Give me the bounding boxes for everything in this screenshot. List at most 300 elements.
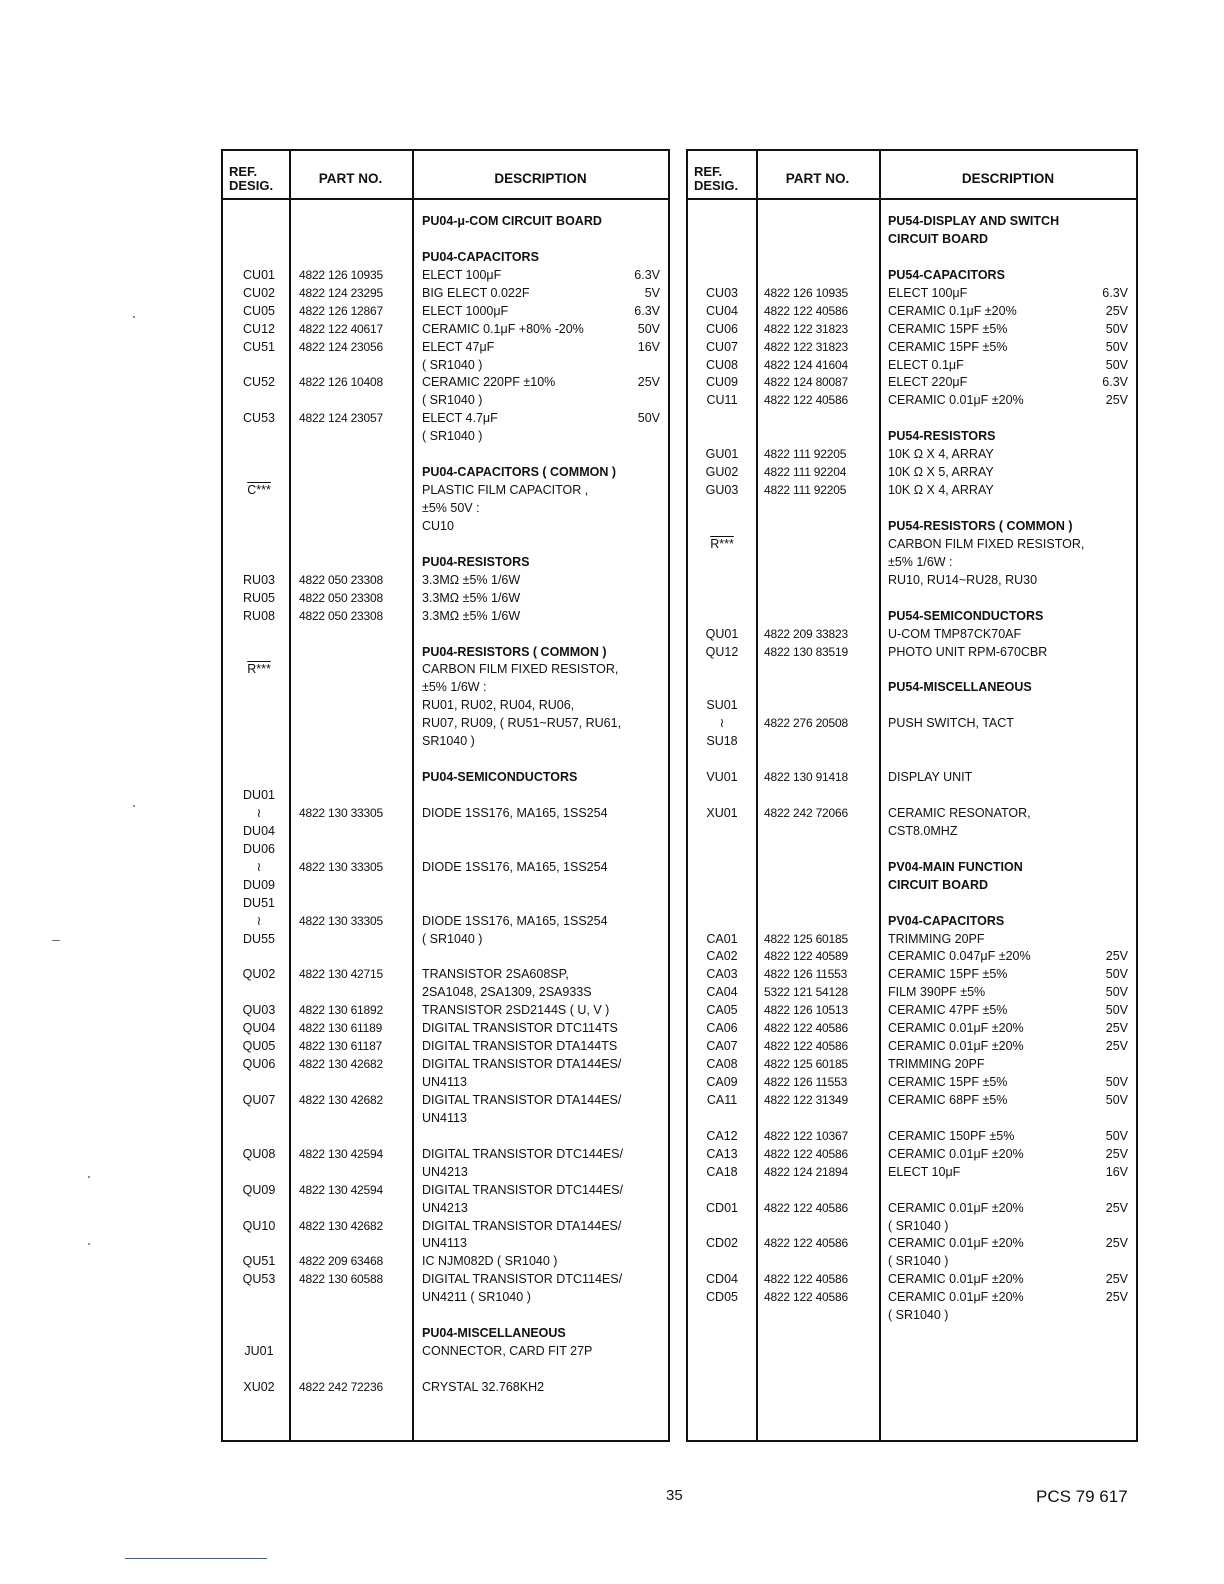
ref-desig-cell: QU10 [242, 1218, 276, 1233]
description-cell: CARBON FILM FIXED RESISTOR, [888, 536, 1085, 551]
table-row [223, 660, 668, 678]
scan-speck [133, 316, 135, 318]
table-row [688, 356, 1136, 374]
part-number-cell: 4822 122 40589 [764, 949, 848, 964]
table-row [688, 589, 1136, 607]
description-cell: ELECT 220μF [888, 375, 968, 390]
table-row [688, 660, 1136, 678]
description-cell: ( SR1040 ) [422, 393, 483, 408]
voltage-cell: 6.3V [634, 267, 660, 282]
description-cell: ( SR1040 ) [888, 1218, 949, 1233]
table-row [688, 625, 1136, 643]
part-number-cell: 4822 111 92204 [764, 465, 847, 480]
part-number-cell: 4822 124 41604 [764, 357, 848, 372]
table-row [688, 1019, 1136, 1037]
description-cell: PV04-CAPACITORS [888, 913, 1005, 928]
part-number-cell: 4822 122 40586 [764, 1272, 848, 1287]
voltage-cell: 25V [1105, 1236, 1128, 1251]
ref-desig-cell: CU04 [706, 303, 738, 318]
table-row [223, 571, 668, 589]
ref-desig-cell: CU05 [243, 303, 275, 318]
header-description: DESCRIPTION [494, 171, 587, 186]
description-cell: CERAMIC 150PF ±5% [888, 1128, 1015, 1143]
table-row [223, 894, 668, 912]
table-row [688, 1091, 1136, 1109]
part-number-cell: 4822 124 23056 [299, 339, 383, 354]
part-number-cell: 4822 126 10935 [764, 285, 848, 300]
ref-desig-cell: RU03 [243, 572, 275, 587]
ref-desig-cell: SU18 [706, 734, 738, 749]
table-row [688, 1055, 1136, 1073]
table-row [688, 535, 1136, 553]
description-cell: PU04-CAPACITORS [422, 249, 539, 264]
description-cell: ( SR1040 ) [422, 931, 483, 946]
part-number-cell: 4822 130 33305 [299, 805, 383, 820]
ref-desig-cell: CA03 [706, 967, 738, 982]
description-cell: CERAMIC 0.01μF ±20% [888, 1290, 1024, 1305]
table-row [223, 1019, 668, 1037]
ref-desig-cell: CA13 [706, 1146, 738, 1161]
ref-desig-cell: CU12 [243, 321, 275, 336]
description-cell: DIGITAL TRANSISTOR DTC114TS [422, 1021, 618, 1036]
description-cell: CONNECTOR, CARD FIT 27P [422, 1344, 593, 1359]
part-number-cell: 4822 130 83519 [764, 644, 848, 659]
table-row [688, 571, 1136, 589]
description-cell: CERAMIC 15PF ±5% [888, 1075, 1008, 1089]
ref-desig-cell: QU03 [242, 1003, 276, 1018]
table-row [223, 481, 668, 499]
ref-desig-cell: CU11 [706, 393, 738, 408]
description-cell: UN4211 ( SR1040 ) [422, 1290, 531, 1305]
ref-desig-cell: XU02 [243, 1379, 275, 1394]
table-row [223, 1109, 668, 1127]
ref-desig-cell: CU51 [243, 339, 275, 354]
table-row [688, 1217, 1136, 1235]
parts-table-left [221, 149, 670, 1442]
table-row [688, 1001, 1136, 1019]
ref-desig-cell: ≀ [256, 859, 262, 874]
part-number-cell: 4822 111 92205 [764, 447, 847, 462]
table-row [688, 553, 1136, 571]
voltage-cell: 25V [1105, 1200, 1128, 1215]
voltage-cell: 25V [1105, 1039, 1128, 1054]
table-row [223, 714, 668, 732]
table-row [688, 643, 1136, 661]
description-cell: DIODE 1SS176, MA165, 1SS254 [422, 805, 608, 820]
ref-desig-cell: DU51 [243, 895, 275, 910]
description-cell: CERAMIC 15PF ±5% [888, 967, 1008, 982]
table-row [223, 1288, 668, 1306]
part-number-cell: 4822 122 40586 [764, 1146, 848, 1161]
table-row [223, 678, 668, 696]
description-cell: PU04-SEMICONDUCTORS [422, 770, 578, 785]
table-row [223, 858, 668, 876]
description-cell: IC NJM082D ( SR1040 ) [422, 1254, 558, 1269]
table-row [688, 678, 1136, 696]
description-cell: PHOTO UNIT RPM-670CBR [888, 644, 1048, 659]
table-row [223, 1270, 668, 1288]
ref-desig-cell: SU01 [706, 698, 738, 713]
description-cell: ELECT 100μF [888, 285, 968, 300]
ref-desig-cell: C*** [247, 483, 271, 498]
description-cell: RU01, RU02, RU04, RU06, [422, 698, 575, 713]
ref-desig-cell: GU02 [705, 465, 739, 480]
part-number-cell: 4822 130 42594 [299, 1146, 383, 1161]
table-row [223, 373, 668, 391]
description-cell: CARBON FILM FIXED RESISTOR, [422, 662, 619, 677]
table-row [223, 248, 668, 266]
part-number-cell: 4822 130 42682 [299, 1092, 383, 1107]
description-cell: CERAMIC 47PF ±5% [888, 1003, 1008, 1018]
description-cell: CERAMIC 0.01μF ±20% [888, 1021, 1024, 1036]
description-cell: CST8.0MHZ [888, 823, 958, 838]
table-row [223, 822, 668, 840]
description-cell: BIG ELECT 0.022F [422, 285, 530, 300]
table-row [223, 1306, 668, 1324]
table-row [223, 983, 668, 1001]
description-cell: DIODE 1SS176, MA165, 1SS254 [422, 859, 608, 874]
ref-desig-cell: CA18 [706, 1164, 738, 1179]
ref-desig-cell: CD05 [706, 1290, 738, 1305]
table-row [688, 768, 1136, 786]
description-cell: CERAMIC 220PF ±10% [422, 375, 556, 390]
ref-desig-cell: CU07 [706, 339, 738, 354]
header-description: DESCRIPTION [961, 171, 1055, 186]
table-row [223, 463, 668, 481]
table-row [688, 912, 1136, 930]
description-cell: CERAMIC 15PF ±5% [888, 321, 1008, 336]
voltage-cell: 25V [1105, 1021, 1128, 1036]
part-number-cell: 4822 122 40586 [764, 1021, 848, 1036]
header-ref-desig: REF. DESIG. [694, 164, 739, 193]
table-row [688, 373, 1136, 391]
scan-speck [52, 940, 60, 941]
part-number-cell: 4822 122 40586 [764, 1290, 848, 1305]
description-cell: UN4213 [422, 1164, 468, 1179]
description-cell: DISPLAY UNIT [888, 770, 973, 785]
table-row [223, 1324, 668, 1342]
description-cell: ELECT 4.7μF [422, 411, 498, 426]
description-cell: ELECT 0.1μF [888, 357, 964, 372]
description-cell: TRANSISTOR 2SD2144S ( U, V ) [422, 1003, 610, 1018]
ref-desig-cell: CA09 [706, 1075, 738, 1089]
ref-desig-cell: QU12 [705, 644, 739, 659]
part-number-cell: 4822 130 60588 [299, 1272, 383, 1287]
ref-desig-cell: CA04 [706, 985, 738, 1000]
part-number-cell: 4822 050 23308 [299, 572, 383, 587]
ref-desig-cell: QU04 [242, 1021, 276, 1036]
voltage-cell: 50V [637, 411, 660, 426]
description-cell: CERAMIC 0.01μF ±20% [888, 1272, 1024, 1287]
table-row [688, 445, 1136, 463]
ref-desig-cell: QU02 [242, 967, 276, 982]
part-number-cell: 4822 124 80087 [764, 375, 848, 390]
voltage-cell: 25V [637, 375, 660, 390]
part-number-cell: 4822 122 40586 [764, 393, 848, 408]
voltage-cell: 50V [637, 321, 660, 336]
description-cell: CRYSTAL 32.768KH2 [422, 1379, 545, 1394]
part-number-cell: 5322 121 54128 [764, 985, 848, 1000]
header-part-no: PART NO. [785, 171, 850, 186]
voltage-cell: 50V [1105, 967, 1128, 982]
part-number-cell: 4822 130 61187 [299, 1039, 383, 1054]
table-row [688, 499, 1136, 517]
description-cell: DIGITAL TRANSISTOR DTA144ES/ [422, 1092, 622, 1107]
voltage-cell: 16V [637, 339, 660, 354]
table-row [688, 822, 1136, 840]
part-number-cell: 4822 122 40617 [299, 321, 383, 336]
table-row [688, 930, 1136, 948]
table-row [223, 1360, 668, 1378]
part-number-cell: 4822 126 11553 [764, 967, 848, 982]
ref-desig-cell: R*** [710, 536, 734, 551]
ref-desig-cell: ≀ [256, 913, 262, 928]
description-cell: PU54-RESISTORS ( COMMON ) [888, 518, 1073, 533]
description-cell: UN4113 [422, 1110, 467, 1125]
table-row [688, 1037, 1136, 1055]
description-cell: ±5% 1/6W : [888, 554, 953, 569]
table-row [688, 714, 1136, 732]
description-cell: ±5% 50V : [422, 501, 480, 515]
part-number-cell: 4822 125 60185 [764, 931, 848, 946]
table-row [688, 1199, 1136, 1217]
table-row [223, 338, 668, 356]
description-cell: CERAMIC 15PF ±5% [888, 339, 1008, 354]
voltage-cell: 16V [1105, 1164, 1128, 1179]
description-cell: TRANSISTOR 2SA608SP, [422, 967, 569, 982]
part-number-cell: 4822 242 72236 [299, 1379, 383, 1394]
description-cell: DIGITAL TRANSISTOR DTA144ES/ [422, 1218, 622, 1233]
description-cell: CIRCUIT BOARD [888, 877, 988, 892]
part-number-cell: 4822 122 10367 [764, 1128, 848, 1143]
table-row [688, 1252, 1136, 1270]
table-row [688, 750, 1136, 768]
voltage-cell: 25V [1105, 1290, 1128, 1305]
description-cell: CERAMIC 68PF ±5% [888, 1092, 1008, 1107]
table-row [223, 1217, 668, 1235]
table-row [223, 1127, 668, 1145]
description-cell: DIGITAL TRANSISTOR DTC144ES/ [422, 1146, 623, 1161]
description-cell: CU10 [422, 518, 454, 533]
part-number-cell: 4822 276 20508 [764, 716, 848, 731]
description-cell: CERAMIC 0.01μF ±20% [888, 1146, 1024, 1161]
part-number-cell: 4822 130 42715 [299, 967, 383, 982]
voltage-cell: 25V [1105, 303, 1128, 318]
table-row [223, 643, 668, 661]
description-cell: FILM 390PF ±5% [888, 985, 986, 1000]
description-cell: 3.3MΩ ±5% 1/6W [422, 608, 521, 623]
part-number-cell: 4822 242 72066 [764, 805, 848, 820]
part-number-cell: 4822 130 42682 [299, 1057, 383, 1072]
description-cell: UN4113 [422, 1236, 467, 1251]
ref-desig-cell: RU05 [243, 590, 275, 605]
part-number-cell: 4822 124 23295 [299, 285, 383, 300]
table-row [223, 876, 668, 894]
part-number-cell: 4822 122 40586 [764, 1200, 848, 1215]
voltage-cell: 25V [1105, 1146, 1128, 1161]
table-row [223, 965, 668, 983]
table-row [688, 840, 1136, 858]
ref-desig-cell: CU52 [243, 375, 275, 390]
table-body-right [688, 212, 1136, 1324]
description-cell: CERAMIC RESONATOR, [888, 805, 1031, 820]
table-row [223, 266, 668, 284]
ref-desig-cell: QU01 [705, 626, 739, 641]
table-row [688, 1270, 1136, 1288]
description-cell: ( SR1040 ) [888, 1308, 949, 1323]
table-row [223, 409, 668, 427]
voltage-cell: 6.3V [634, 303, 660, 318]
table-row [223, 284, 668, 302]
description-cell: PU54-MISCELLANEOUS [888, 680, 1032, 695]
ref-desig-cell: GU01 [705, 447, 739, 462]
table-row [688, 965, 1136, 983]
table-row [688, 804, 1136, 822]
part-number-cell: 4822 130 61189 [299, 1021, 383, 1036]
header-part-no: PART NO. [318, 171, 383, 186]
ref-desig-cell: CU06 [706, 321, 738, 336]
table-row [223, 391, 668, 409]
table-row [223, 840, 668, 858]
table-row [223, 427, 668, 445]
table-row [688, 212, 1136, 230]
voltage-cell: 50V [1105, 985, 1128, 1000]
table-row [688, 230, 1136, 248]
table-row [223, 625, 668, 643]
table-row [688, 248, 1136, 266]
table-row [688, 1127, 1136, 1145]
voltage-cell: 50V [1105, 1003, 1128, 1018]
part-number-cell: 4822 130 61892 [299, 1003, 383, 1018]
ref-desig-cell: QU06 [242, 1057, 276, 1072]
description-cell: 3.3MΩ ±5% 1/6W [422, 572, 521, 587]
part-number-cell: 4822 126 10935 [299, 267, 383, 282]
part-number-cell: 4822 124 21894 [764, 1164, 848, 1179]
table-row [223, 230, 668, 248]
table-row [688, 1163, 1136, 1181]
description-cell: ±5% 1/6W : [422, 680, 487, 695]
table-row [688, 786, 1136, 804]
part-number-cell: 4822 122 40586 [764, 1039, 848, 1054]
ref-desig-cell: DU09 [243, 877, 275, 892]
ref-desig-cell: CU03 [706, 285, 738, 300]
voltage-cell: 50V [1105, 1092, 1128, 1107]
table-body-left [223, 212, 668, 1396]
table-row [688, 266, 1136, 284]
part-number-cell: 4822 209 33823 [764, 626, 848, 641]
voltage-cell: 6.3V [1102, 375, 1128, 390]
ref-desig-cell: CA08 [706, 1057, 738, 1072]
table-row [223, 1073, 668, 1091]
voltage-cell: 25V [1105, 949, 1128, 964]
voltage-cell: 5V [644, 285, 660, 300]
ref-desig-cell: CD02 [706, 1236, 738, 1251]
table-row [688, 427, 1136, 445]
voltage-cell: 50V [1105, 1128, 1128, 1143]
ref-desig-cell: CU53 [243, 411, 275, 426]
table-row [223, 212, 668, 230]
part-number-cell: 4822 126 10513 [764, 1003, 848, 1018]
ref-desig-cell: QU08 [242, 1146, 276, 1161]
part-number-cell: 4822 130 33305 [299, 859, 383, 874]
description-cell: ( SR1040 ) [422, 429, 483, 444]
table-row [688, 1306, 1136, 1324]
description-cell: PUSH SWITCH, TACT [888, 716, 1014, 731]
part-number-cell: 4822 122 40586 [764, 1236, 848, 1251]
table-row [223, 553, 668, 571]
description-cell: TRIMMING 20PF [888, 1057, 985, 1072]
table-row [223, 445, 668, 463]
part-number-cell: 4822 126 10408 [299, 375, 383, 390]
ref-desig-cell: CA11 [706, 1092, 738, 1107]
ref-desig-cell: CD04 [706, 1272, 738, 1287]
description-cell: DIGITAL TRANSISTOR DTC144ES/ [422, 1182, 623, 1197]
table-row [223, 1342, 668, 1360]
description-cell: DIODE 1SS176, MA165, 1SS254 [422, 913, 608, 928]
part-number-cell: 4822 122 31349 [764, 1092, 848, 1107]
voltage-cell: 50V [1105, 321, 1128, 336]
document-code: PCS 79 617 [1036, 1487, 1128, 1506]
table-row [688, 894, 1136, 912]
ref-desig-cell: VU01 [706, 770, 738, 785]
table-row [223, 1378, 668, 1396]
table-row [688, 1145, 1136, 1163]
ref-desig-cell: CA01 [706, 931, 738, 946]
ref-desig-cell: JU01 [244, 1344, 274, 1359]
description-cell: CERAMIC 0.1μF +80% -20% [422, 321, 584, 336]
description-cell: CIRCUIT BOARD [888, 231, 988, 246]
table-row [688, 696, 1136, 714]
scan-speck [88, 1176, 90, 1178]
table-row [688, 1109, 1136, 1127]
ref-desig-cell: CU02 [243, 285, 275, 300]
part-number-cell: 4822 122 40586 [764, 303, 848, 318]
description-cell: U-COM TMP87CK70AF [888, 626, 1022, 641]
table-row [688, 732, 1136, 750]
table-row [688, 607, 1136, 625]
part-number-cell: 4822 130 33305 [299, 913, 383, 928]
description-cell: 3.3MΩ ±5% 1/6W [422, 590, 521, 605]
table-row [223, 320, 668, 338]
scan-speck [133, 805, 135, 807]
table-row [223, 517, 668, 535]
description-cell: PU04-MISCELLANEOUS [422, 1326, 566, 1341]
ref-desig-cell: CA02 [706, 949, 738, 964]
ref-desig-cell: QU53 [242, 1272, 276, 1287]
ref-desig-cell: RU08 [243, 608, 275, 623]
table-row [688, 302, 1136, 320]
description-cell: PV04-MAIN FUNCTION [888, 859, 1023, 874]
description-cell: CERAMIC 0.01μF ±20% [888, 1236, 1024, 1251]
description-cell: TRIMMING 20PF [888, 931, 985, 946]
description-cell: UN4213 [422, 1200, 468, 1215]
part-number-cell: 4822 111 92205 [764, 483, 847, 498]
description-cell: CERAMIC 0.01μF ±20% [888, 1039, 1024, 1054]
part-number-cell: 4822 122 31823 [764, 339, 848, 354]
part-number-cell: 4822 050 23308 [299, 608, 383, 623]
description-cell: 2SA1048, 2SA1309, 2SA933S [422, 985, 592, 1000]
table-row [223, 1181, 668, 1199]
table-row [223, 535, 668, 553]
table-row [688, 1234, 1136, 1252]
description-cell: ELECT 47μF [422, 339, 495, 354]
parts-table-right [686, 149, 1138, 1442]
description-cell: ELECT 1000μF [422, 303, 509, 318]
description-cell: CERAMIC 0.047μF ±20% [888, 949, 1031, 964]
table-row [688, 1181, 1136, 1199]
table-row [688, 858, 1136, 876]
table-row [688, 320, 1136, 338]
